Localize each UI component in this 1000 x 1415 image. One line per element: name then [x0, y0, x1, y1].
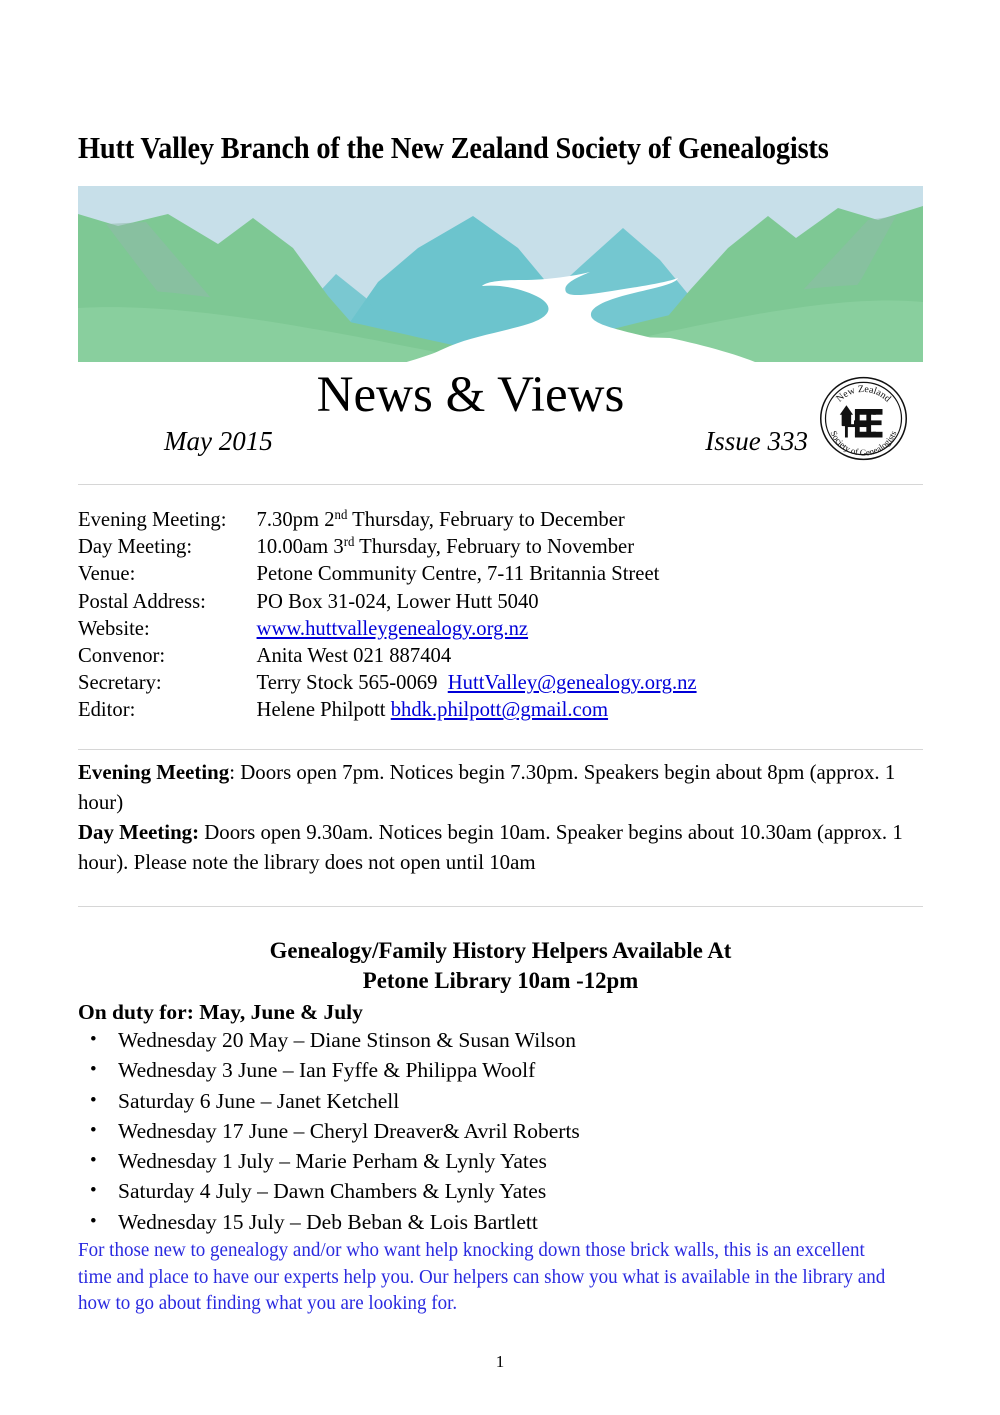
- list-item: [78, 1207, 923, 1237]
- ordinal-suffix: rd: [343, 534, 355, 550]
- divider-middle: [78, 749, 923, 750]
- valley-landscape-banner: [78, 186, 923, 368]
- website-link[interactable]: www.huttvalleygenealogy.org.nz: [256, 615, 529, 640]
- page-number: 1: [495, 1352, 505, 1371]
- logo-emblem: [840, 405, 883, 437]
- info-row-day-meeting: [78, 533, 889, 560]
- evening-meeting-text: : Doors open 7pm. Notices begin 7.30pm. Speakers begin about 8pm (approx. 1 hour): [78, 760, 896, 814]
- list-item-text: Saturday 4 July – Dawn Chambers & Lynly Yates: [118, 1179, 547, 1204]
- list-item: [78, 1025, 923, 1055]
- list-item: [78, 1146, 923, 1176]
- issue-date: May 2015: [164, 426, 273, 456]
- info-label: Postal Address:: [78, 588, 206, 613]
- info-label: Evening Meeting:: [78, 507, 227, 531]
- editor-name: Helene Philpott: [256, 697, 386, 722]
- info-row-evening-meeting: [78, 506, 889, 533]
- newsletter-nameplate: [78, 366, 923, 474]
- list-item-text: Wednesday 15 July – Deb Beban & Lois Bartlett: [118, 1209, 538, 1234]
- info-value: [257, 615, 890, 642]
- valley-landscape-svg: [78, 186, 923, 368]
- bullet-icon: •: [90, 1150, 97, 1172]
- issue-number: Issue 333: [705, 426, 808, 456]
- info-label: Convenor:: [78, 643, 166, 668]
- editor-email-link[interactable]: bhdk.philpott@gmail.com: [390, 697, 609, 722]
- list-item-text: Wednesday 17 June – Cheryl Dreaver& Avril Roberts: [118, 1118, 580, 1143]
- info-value: [257, 669, 890, 696]
- divider-bottom: [78, 906, 923, 907]
- list-item-text: Wednesday 3 June – Ian Fyffe & Philippa Woolf: [118, 1058, 536, 1083]
- bullet-icon: •: [90, 1059, 97, 1081]
- helpers-heading: [91, 936, 911, 996]
- duty-roster-list: [78, 1025, 923, 1237]
- nzsg-logo-svg: [816, 371, 911, 466]
- list-item: [78, 1055, 923, 1085]
- evening-meeting-label: Evening Meeting: [78, 760, 230, 784]
- info-label: Secretary:: [78, 670, 162, 695]
- evening-meeting-note: [78, 757, 907, 817]
- logo-top-text: New Zealand: [834, 383, 893, 405]
- bullet-icon: •: [90, 1180, 97, 1202]
- secretary-name: Terry Stock 565-0069: [256, 670, 438, 695]
- info-value-pre: 10.00am 3: [256, 534, 344, 559]
- bullet-icon: •: [90, 1119, 97, 1141]
- branch-info-table: [78, 506, 889, 724]
- info-label: Editor:: [78, 697, 136, 722]
- helpers-note-text: For those new to genealogy and/or who want help knocking down those brick walls, this is an excellent time and place to have our experts help you. Our helpers can show you what is available in the library and how to go about finding what you are looking for.: [78, 1240, 886, 1314]
- list-item: [78, 1086, 923, 1116]
- bullet-icon: •: [90, 1210, 97, 1232]
- bullet-icon: •: [90, 1089, 97, 1111]
- list-item: [78, 1176, 923, 1206]
- helpers-note: [78, 1238, 887, 1318]
- info-row-convenor: [78, 642, 889, 669]
- info-value: [257, 533, 890, 560]
- info-label: Day Meeting:: [78, 534, 193, 559]
- list-item-text: Wednesday 20 May – Diane Stinson & Susan Wilson: [118, 1028, 577, 1052]
- info-row-postal-address: [78, 588, 889, 615]
- info-row-editor: [78, 696, 889, 723]
- helpers-heading-line1: Genealogy/Family History Helpers Available At: [269, 938, 732, 964]
- info-value: PO Box 31-024, Lower Hutt 5040: [256, 588, 539, 613]
- divider-top: [78, 484, 923, 485]
- info-value: [257, 696, 890, 723]
- masthead-title: Hutt Valley Branch of the New Zealand Society of Genealogists: [78, 131, 829, 165]
- logo-bottom-text: Society of Genealogists: [828, 429, 899, 458]
- newsletter-name: News & Views: [316, 367, 625, 423]
- day-meeting-label: Day Meeting:: [78, 820, 200, 844]
- info-value-pre: 7.30pm 2: [256, 507, 335, 531]
- bullet-icon: •: [90, 1029, 97, 1050]
- info-row-secretary: [78, 669, 889, 696]
- info-value: Anita West 021 887404: [256, 643, 452, 668]
- helpers-heading-line2: Petone Library 10am -12pm: [362, 968, 639, 994]
- day-meeting-text: Doors open 9.30am. Notices begin 10am. Speaker begins about 10.30am (approx. 1 hour). Please note the library does not open until 10am: [78, 820, 903, 874]
- meeting-notes: [78, 757, 907, 877]
- ordinal-suffix: nd: [334, 507, 348, 523]
- info-label: Website:: [78, 615, 150, 640]
- info-value: [257, 506, 890, 533]
- info-value-post: Thursday, February to November: [354, 534, 635, 559]
- nzsg-logo: [816, 371, 911, 466]
- secretary-email-link[interactable]: HuttValley@genealogy.org.nz: [447, 670, 697, 695]
- info-row-website: [78, 615, 889, 642]
- info-value-post: Thursday, February to December: [347, 507, 625, 531]
- list-item-text: Wednesday 1 July – Marie Perham & Lynly Yates: [118, 1149, 547, 1174]
- info-label: Venue:: [78, 561, 136, 586]
- on-duty-label: On duty for: May, June & July: [78, 1000, 363, 1024]
- info-row-venue: [78, 560, 889, 587]
- list-item: [78, 1116, 923, 1146]
- list-item-text: Saturday 6 June – Janet Ketchell: [118, 1088, 400, 1113]
- info-value: Petone Community Centre, 7-11 Britannia Street: [256, 561, 660, 586]
- day-meeting-note: [78, 817, 907, 877]
